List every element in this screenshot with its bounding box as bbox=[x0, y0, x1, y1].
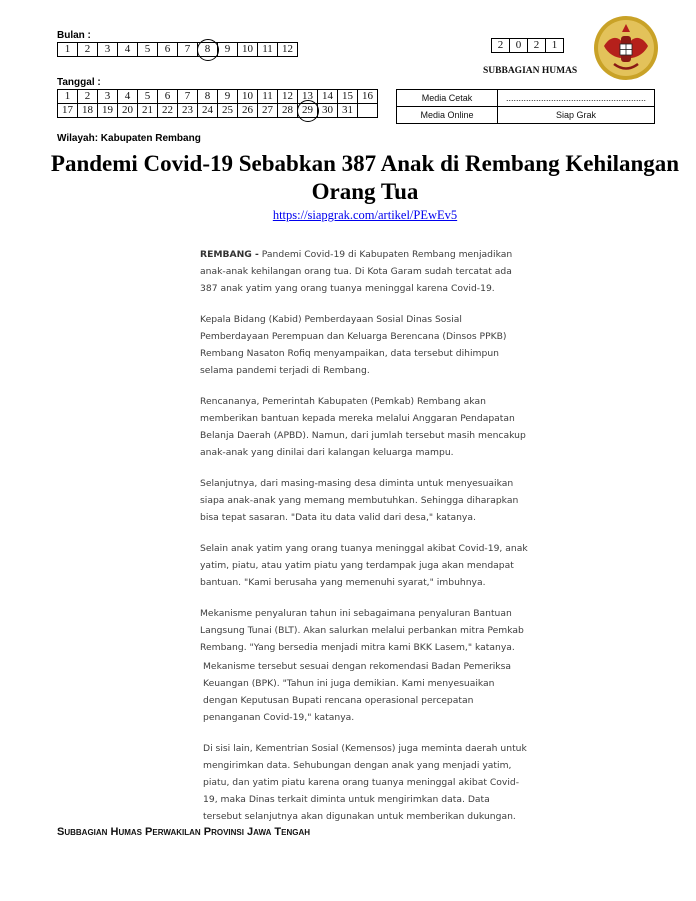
media-online-label: Media Online bbox=[397, 107, 498, 124]
media-table bbox=[396, 89, 655, 124]
day-cell: 14 bbox=[318, 90, 338, 104]
day-cell: 15 bbox=[338, 90, 358, 104]
day-cell: 6 bbox=[158, 90, 178, 104]
article-paragraph: REMBANG - Pandemi Covid-19 di Kabupaten Rembang menjadikan anak-anak kehilangan orang tua. Di Kota Garam sudah tercatat ada 387 anak yatim yang orang tuanya meninggal karena Covid-19. bbox=[200, 249, 513, 294]
day-cell: 20 bbox=[118, 104, 138, 118]
article-paragraph: Selain anak yatim yang orang tuanya meninggal akibat Covid-19, anak yatim, piatu, atau yatim piatu yang terdampak juga akan mendapat bantuan. "Kami berusaha yang memenuhi syarat," imbuhnya. bbox=[200, 543, 528, 588]
day-cell: 7 bbox=[178, 90, 198, 104]
day-cell: 27 bbox=[258, 104, 278, 118]
footer-unit: Subbagian Humas Perwakilan Provinsi Jawa Tengah bbox=[57, 826, 311, 838]
year-digit-cell: 1 bbox=[546, 39, 564, 53]
day-cell: 13 bbox=[298, 90, 318, 104]
garuda-emblem-icon bbox=[592, 14, 660, 82]
month-cell: 4 bbox=[118, 43, 138, 57]
media-online-value: Siap Grak bbox=[498, 107, 655, 124]
day-cell: 30 bbox=[318, 104, 338, 118]
day-cell: 5 bbox=[138, 90, 158, 104]
dateline: REMBANG - bbox=[200, 249, 259, 260]
day-cell: 10 bbox=[238, 90, 258, 104]
year-grid bbox=[491, 38, 564, 53]
month-cell: 6 bbox=[158, 43, 178, 57]
unit-label: SUBBAGIAN HUMAS bbox=[483, 66, 578, 76]
month-cell: 12 bbox=[278, 43, 298, 57]
article-body bbox=[200, 246, 530, 839]
bulan-label: Bulan : bbox=[57, 30, 91, 41]
day-cell: 12 bbox=[278, 90, 298, 104]
month-grid bbox=[57, 42, 298, 57]
article-paragraph: Rencananya, Pemerintah Kabupaten (Pemkab) Rembang akan memberikan bantuan kepada mereka melalui Anggaran Pendapatan Belanja Daerah (APBD). Namun, dari jumlah tersebut masih mencakup anak-anak yang dinilai dari kalangan keluarga mampu. bbox=[200, 396, 526, 458]
month-cell: 9 bbox=[218, 43, 238, 57]
year-digit-cell: 0 bbox=[510, 39, 528, 53]
article-title: Pandemi Covid-19 Sebabkan 387 Anak di Rembang Kehilangan Orang Tua bbox=[50, 151, 680, 204]
month-cell: 11 bbox=[258, 43, 278, 57]
day-cell: 4 bbox=[118, 90, 138, 104]
day-cell: 31 bbox=[338, 104, 358, 118]
month-cell: 2 bbox=[78, 43, 98, 57]
month-cell: 1 bbox=[58, 43, 78, 57]
day-cell: 3 bbox=[98, 90, 118, 104]
article-paragraph: Mekanisme tersebut sesuai dengan rekomendasi Badan Pemeriksa Keuangan (BPK). "Tahun ini juga demikian. Kami menyesuaikan dengan Keputusan Bupati rencana operasional percepatan penanganan Covid-19," katanya. bbox=[203, 661, 512, 723]
media-cetak-value: ........................................................ bbox=[498, 90, 655, 107]
day-cell: 23 bbox=[178, 104, 198, 118]
article-paragraph: Di sisi lain, Kementrian Sosial (Kemensos) juga meminta daerah untuk mengirimkan data. Sehubungan dengan anak yang menjadi yatim, piatu, dan yatim piatu karena orang tuanya meninggal akibat Covid-19, maka Dinas terkait diminta untuk mengirimkan data. Data tersebut selanjutnya akan digunakan untuk memberikan dukungan. bbox=[203, 743, 527, 822]
region-label: Wilayah: Kabupaten Rembang bbox=[57, 133, 201, 144]
month-cell: 5 bbox=[138, 43, 158, 57]
month-cell: 8 bbox=[198, 43, 218, 57]
year-digit-cell: 2 bbox=[492, 39, 510, 53]
day-cell: 18 bbox=[78, 104, 98, 118]
day-cell bbox=[358, 104, 378, 118]
day-cell: 2 bbox=[78, 90, 98, 104]
day-cell: 19 bbox=[98, 104, 118, 118]
day-cell: 9 bbox=[218, 90, 238, 104]
day-cell: 28 bbox=[278, 104, 298, 118]
month-cell: 3 bbox=[98, 43, 118, 57]
day-cell: 16 bbox=[358, 90, 378, 104]
article-url-link[interactable]: https://siapgrak.com/artikel/PEwEv5 bbox=[272, 208, 458, 222]
day-cell: 29 bbox=[298, 104, 318, 118]
month-cell: 10 bbox=[238, 43, 258, 57]
article-paragraph: Mekanisme penyaluran tahun ini sebagaimana penyaluran Bantuan Langsung Tunai (BLT). Akan salurkan melalui perbankan mitra Pemkab Rembang. "Yang bersedia menjadi mitra kami BKK Lasem," katanya. bbox=[200, 608, 524, 653]
day-cell: 17 bbox=[58, 104, 78, 118]
month-cell: 7 bbox=[178, 43, 198, 57]
day-grid bbox=[57, 89, 378, 118]
day-cell: 22 bbox=[158, 104, 178, 118]
day-cell: 25 bbox=[218, 104, 238, 118]
day-cell: 24 bbox=[198, 104, 218, 118]
year-digit-cell: 2 bbox=[528, 39, 546, 53]
media-cetak-label: Media Cetak bbox=[397, 90, 498, 107]
tanggal-label: Tanggal : bbox=[57, 77, 101, 88]
day-cell: 8 bbox=[198, 90, 218, 104]
day-cell: 1 bbox=[58, 90, 78, 104]
article-paragraph: Selanjutnya, dari masing-masing desa diminta untuk menyesuaikan siapa anak-anak yang memang membutuhkan. Sehingga diharapkan bisa tepat sasaran. "Data itu data valid dari desa," katanya. bbox=[200, 478, 519, 523]
day-cell: 11 bbox=[258, 90, 278, 104]
day-cell: 26 bbox=[238, 104, 258, 118]
article-paragraph: Kepala Bidang (Kabid) Pemberdayaan Sosial Dinas Sosial Pemberdayaan Perempuan dan Keluarga Berencana (Dinsos PPKB) Rembang Nasaton Rofiq menyampaikan, data tersebut dihimpun selama pandemi terjadi di Rembang. bbox=[200, 314, 507, 376]
day-cell: 21 bbox=[138, 104, 158, 118]
